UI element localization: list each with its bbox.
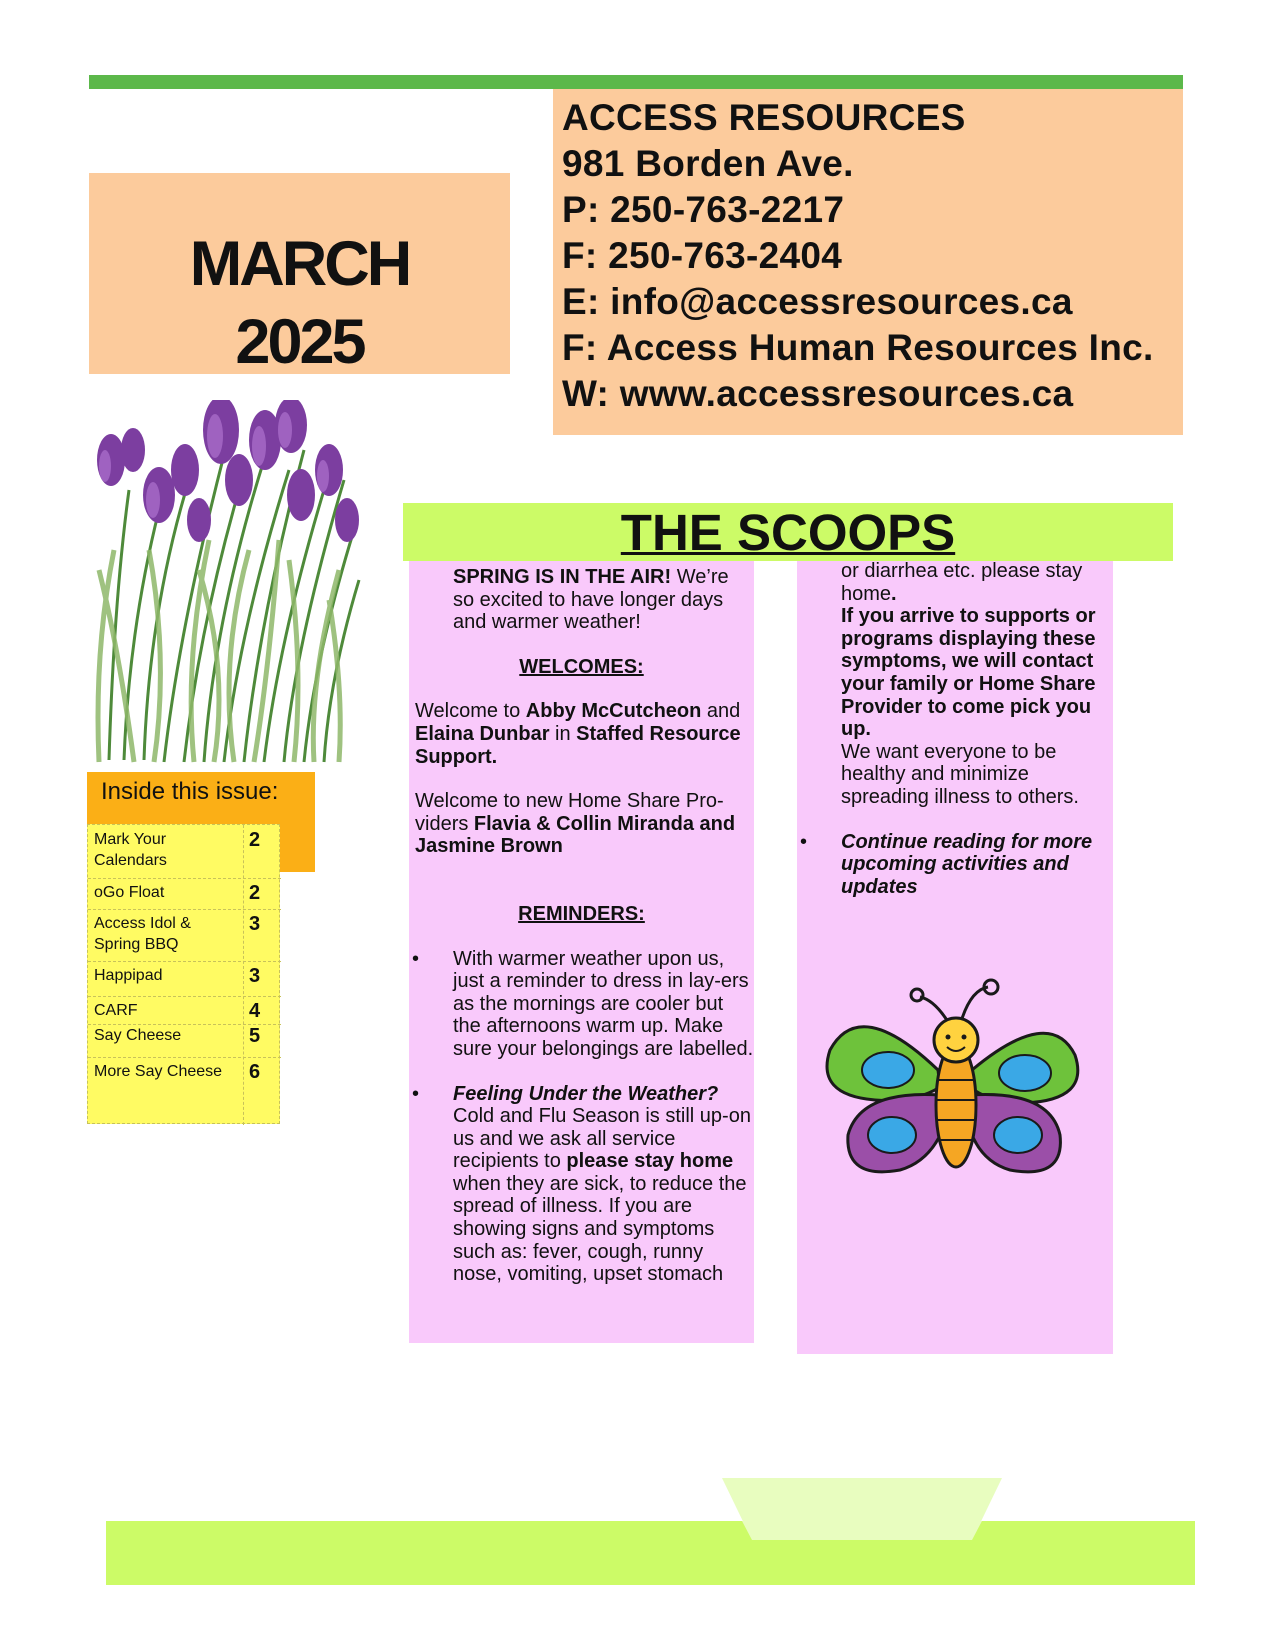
toc-row xyxy=(88,961,281,997)
welcome1-program: Staffed Resource Support. xyxy=(415,722,741,768)
welcome1-text: in xyxy=(549,722,577,745)
toc-item-label: oGo Float xyxy=(94,884,165,901)
table-of-contents xyxy=(87,824,280,1124)
fax: F: 250-763-2404 xyxy=(562,235,843,276)
toc-item-page: 4 xyxy=(249,1000,261,1022)
phone: P: 250-763-2217 xyxy=(562,189,845,230)
scoops-title: THE SCOOPS xyxy=(620,504,956,561)
toc-item-label: CARF xyxy=(94,1002,138,1019)
toc-item-label: Access Idol & Spring BBQ xyxy=(94,915,191,953)
reminder-item-1 xyxy=(409,948,754,1061)
top-green-bar xyxy=(89,75,1183,89)
footer-tab-overlap xyxy=(722,1521,1002,1540)
continued-text xyxy=(841,560,1113,605)
bullet-icon: • xyxy=(412,1082,420,1105)
healthy-message: We want everyone to be healthy and minimize spreading illness to others. xyxy=(841,740,1079,808)
welcome1-name-2: Elaina Dunbar xyxy=(415,722,550,745)
intro-text: We’re so excited to have longer days and warmer weather! xyxy=(453,566,729,634)
welcome2-text: Welcome to new Home Share Pro-viders xyxy=(415,790,724,835)
toc-row xyxy=(88,909,281,962)
toc-item-page: 3 xyxy=(249,913,261,935)
toc-item-label: Happipad xyxy=(94,967,163,984)
symptoms-notice: If you arrive to supports or programs displaying these symptoms, we will contact your family or Home Share Provider to come pick you up. xyxy=(841,605,1096,741)
reminder-1-text: With warmer weather upon us, just a reminder to dress in lay-ers as the mornings are cooler but the afternoons warm up. Make sure your belongings are labelled. xyxy=(453,947,754,1060)
bottom-lime-bar xyxy=(106,1521,1195,1585)
toc-item-label: Mark Your Calendars xyxy=(94,831,167,869)
bullet-icon: • xyxy=(800,830,808,853)
continue-reading-text: Continue reading for more upcoming activities and updates xyxy=(841,830,1093,898)
reminder-2-text: Cold and Flu Season is still up-on us and we ask all service recipients to xyxy=(453,1105,751,1173)
toc-row xyxy=(88,825,281,879)
continue-reading-item xyxy=(797,831,1113,899)
toc-row xyxy=(88,1057,281,1123)
reminder-item-2 xyxy=(409,1083,754,1286)
scoops-column-right xyxy=(797,561,1113,1354)
toc-item-page: 3 xyxy=(249,965,261,987)
toc-row xyxy=(88,878,281,910)
continued-text-period: . xyxy=(891,582,897,605)
toc-row xyxy=(88,1024,281,1058)
welcome1-text: Welcome to xyxy=(415,700,526,723)
scoops-column-left xyxy=(409,561,754,1343)
welcome1-name-1: Abby McCutcheon xyxy=(525,700,702,723)
toc-item-page: 2 xyxy=(249,882,261,904)
welcome-paragraph-1 xyxy=(409,700,754,768)
facebook: F: Access Human Resources Inc. xyxy=(562,327,1154,368)
website: W: www.accessresources.ca xyxy=(562,373,1074,414)
organization-name: ACCESS RESOURCES xyxy=(562,97,966,138)
issue-month: MARCH xyxy=(189,229,410,299)
intro-headline: SPRING IS IN THE AIR! xyxy=(453,566,672,588)
welcome1-text: and xyxy=(701,700,741,723)
contact-info-box xyxy=(553,89,1183,435)
welcome2-names: Flavia & Collin Miranda and Jasmine Brown xyxy=(415,812,736,858)
scoops-header-bar xyxy=(403,503,1173,561)
reminders-heading: REMINDERS: xyxy=(518,902,645,925)
inside-issue-title: Inside this issue: xyxy=(101,778,279,805)
issue-year: 2025 xyxy=(235,307,364,377)
toc-item-label: More Say Cheese xyxy=(94,1063,223,1080)
reminder-2-text: when they are sick, to reduce the spread of illness. If you are showing signs and symptoms such as: fever, cough, runny nose, vomiting, upset stomach xyxy=(453,1172,747,1286)
toc-item-page: 6 xyxy=(249,1061,261,1083)
bullet-icon: • xyxy=(412,947,420,970)
reminder-2-emphasis: please stay home xyxy=(566,1150,734,1173)
crocus-flowers-image xyxy=(89,400,361,765)
toc-row xyxy=(88,996,281,1025)
welcomes-heading: WELCOMES: xyxy=(519,655,644,678)
email: E: info@accessresources.ca xyxy=(562,281,1073,322)
butterfly-icon xyxy=(820,975,1085,1210)
issue-date-box xyxy=(89,173,510,377)
toc-item-label: Say Cheese xyxy=(94,1027,182,1044)
reminder-2-title: Feeling Under the Weather? xyxy=(453,1082,719,1105)
toc-item-page: 5 xyxy=(249,1025,261,1047)
welcome-paragraph-2 xyxy=(409,790,754,858)
toc-item-page: 2 xyxy=(249,829,261,851)
address: 981 Borden Ave. xyxy=(562,143,854,184)
continued-text-plain: or diarrhea etc. please stay home xyxy=(841,560,1083,605)
